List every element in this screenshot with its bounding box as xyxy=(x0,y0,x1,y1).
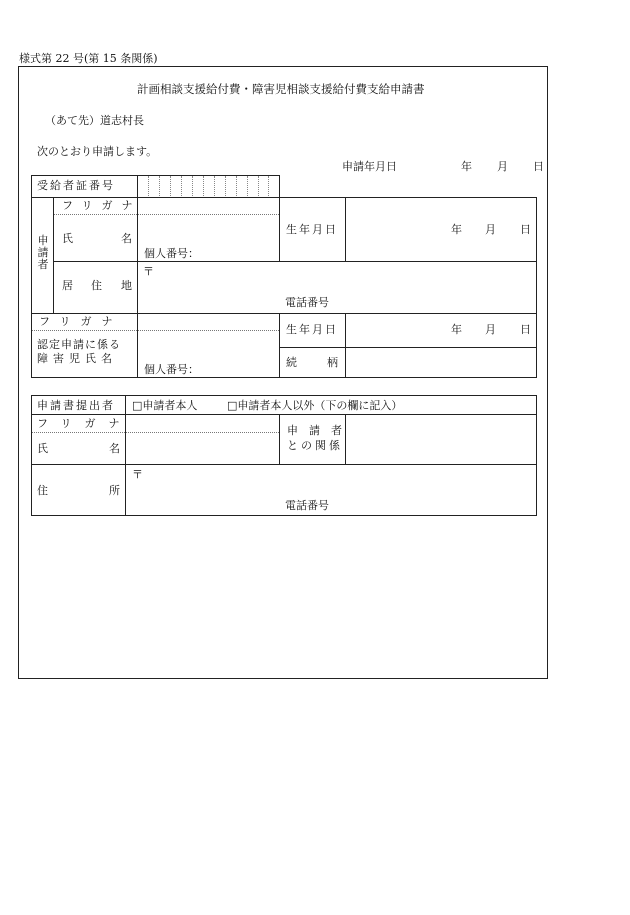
application-date-day: 日 xyxy=(533,160,544,173)
recipient-number-label: 受給者証番号 xyxy=(37,179,115,192)
submitter-address-label-1: 住 xyxy=(37,484,48,497)
relationship-label-2: 柄 xyxy=(327,356,338,369)
submitter-address-label-2: 所 xyxy=(109,484,120,497)
applicant-dob-label: 生年月日 xyxy=(286,223,338,236)
form-number: 様式第 22 号(第 15 条関係) xyxy=(19,52,158,65)
submitter-phone-label: 電話番号 xyxy=(285,499,329,512)
applicant-address-label-3: 地 xyxy=(121,279,132,292)
applicant-furigana-label: フリガナ xyxy=(62,199,142,212)
child-dob-label: 生年月日 xyxy=(286,323,338,336)
applicant-dob-field[interactable] xyxy=(346,198,536,260)
applicant-dob-year: 年 xyxy=(451,223,462,236)
applicant-address-label-2: 住 xyxy=(91,279,102,292)
child-dob-field[interactable] xyxy=(346,314,536,346)
applicant-name-field[interactable] xyxy=(138,215,279,245)
submitter-name-label-1: 氏 xyxy=(37,442,48,455)
applicant-address-label-1: 居 xyxy=(62,279,73,292)
relation-to-applicant-label-1: 申 請 者 xyxy=(287,424,342,437)
child-dob-year: 年 xyxy=(451,323,462,336)
applicant-personal-number-label: 個人番号： xyxy=(144,247,199,260)
applicant-phone-label: 電話番号 xyxy=(285,296,329,309)
addressee: （あて先）道志村長 xyxy=(45,114,144,127)
submitter-postal-mark: 〒 xyxy=(132,468,143,481)
relation-to-applicant-field[interactable] xyxy=(346,415,536,464)
application-date-label: 申請年月日 xyxy=(342,160,397,173)
applicant-name-label-1: 氏 xyxy=(62,232,73,245)
applicant-group-label: 申 請 者 xyxy=(37,234,49,271)
child-furigana-label: フリガナ xyxy=(39,315,123,328)
applicant-postal-mark: 〒 xyxy=(143,265,154,278)
child-name-label-2: 障害児氏名 xyxy=(37,352,117,365)
child-furigana-field[interactable] xyxy=(138,314,279,330)
recipient-number-field[interactable] xyxy=(138,176,279,196)
application-date-month: 月 xyxy=(497,160,508,173)
submitter-option-self[interactable]: □申請者本人 xyxy=(132,399,198,412)
child-dob-month: 月 xyxy=(485,323,496,336)
submitter-name-field[interactable] xyxy=(126,433,279,464)
applicant-address-field[interactable] xyxy=(138,262,536,292)
submitter-label: 申請書提出者 xyxy=(37,399,115,412)
child-personal-number-label: 個人番号： xyxy=(144,363,199,376)
submitter-option-other[interactable]: □申請者本人以外（下の欄に記入） xyxy=(227,399,403,412)
applicant-dob-month: 月 xyxy=(485,223,496,236)
applicant-furigana-field[interactable] xyxy=(138,198,279,214)
application-date-year: 年 xyxy=(461,160,472,173)
relation-to-applicant-label-2: との関係 xyxy=(287,439,343,452)
child-dob-day: 日 xyxy=(520,323,531,336)
relationship-label-1: 続 xyxy=(286,356,297,369)
child-name-field[interactable] xyxy=(138,331,279,361)
relationship-field[interactable] xyxy=(346,348,536,377)
applicant-dob-day: 日 xyxy=(520,223,531,236)
child-name-label-1: 認定申請に係る xyxy=(37,338,121,351)
submitter-furigana-field[interactable] xyxy=(126,415,279,431)
submitter-address-field[interactable] xyxy=(126,465,536,495)
applicant-name-label-2: 名 xyxy=(121,232,132,245)
form-title: 計画相談支援給付費・障害児相談支援給付費支給申請書 xyxy=(137,82,425,96)
intro-text: 次のとおり申請します。 xyxy=(37,145,158,158)
submitter-furigana-label: フリガナ xyxy=(37,417,133,430)
submitter-name-label-2: 名 xyxy=(109,442,120,455)
